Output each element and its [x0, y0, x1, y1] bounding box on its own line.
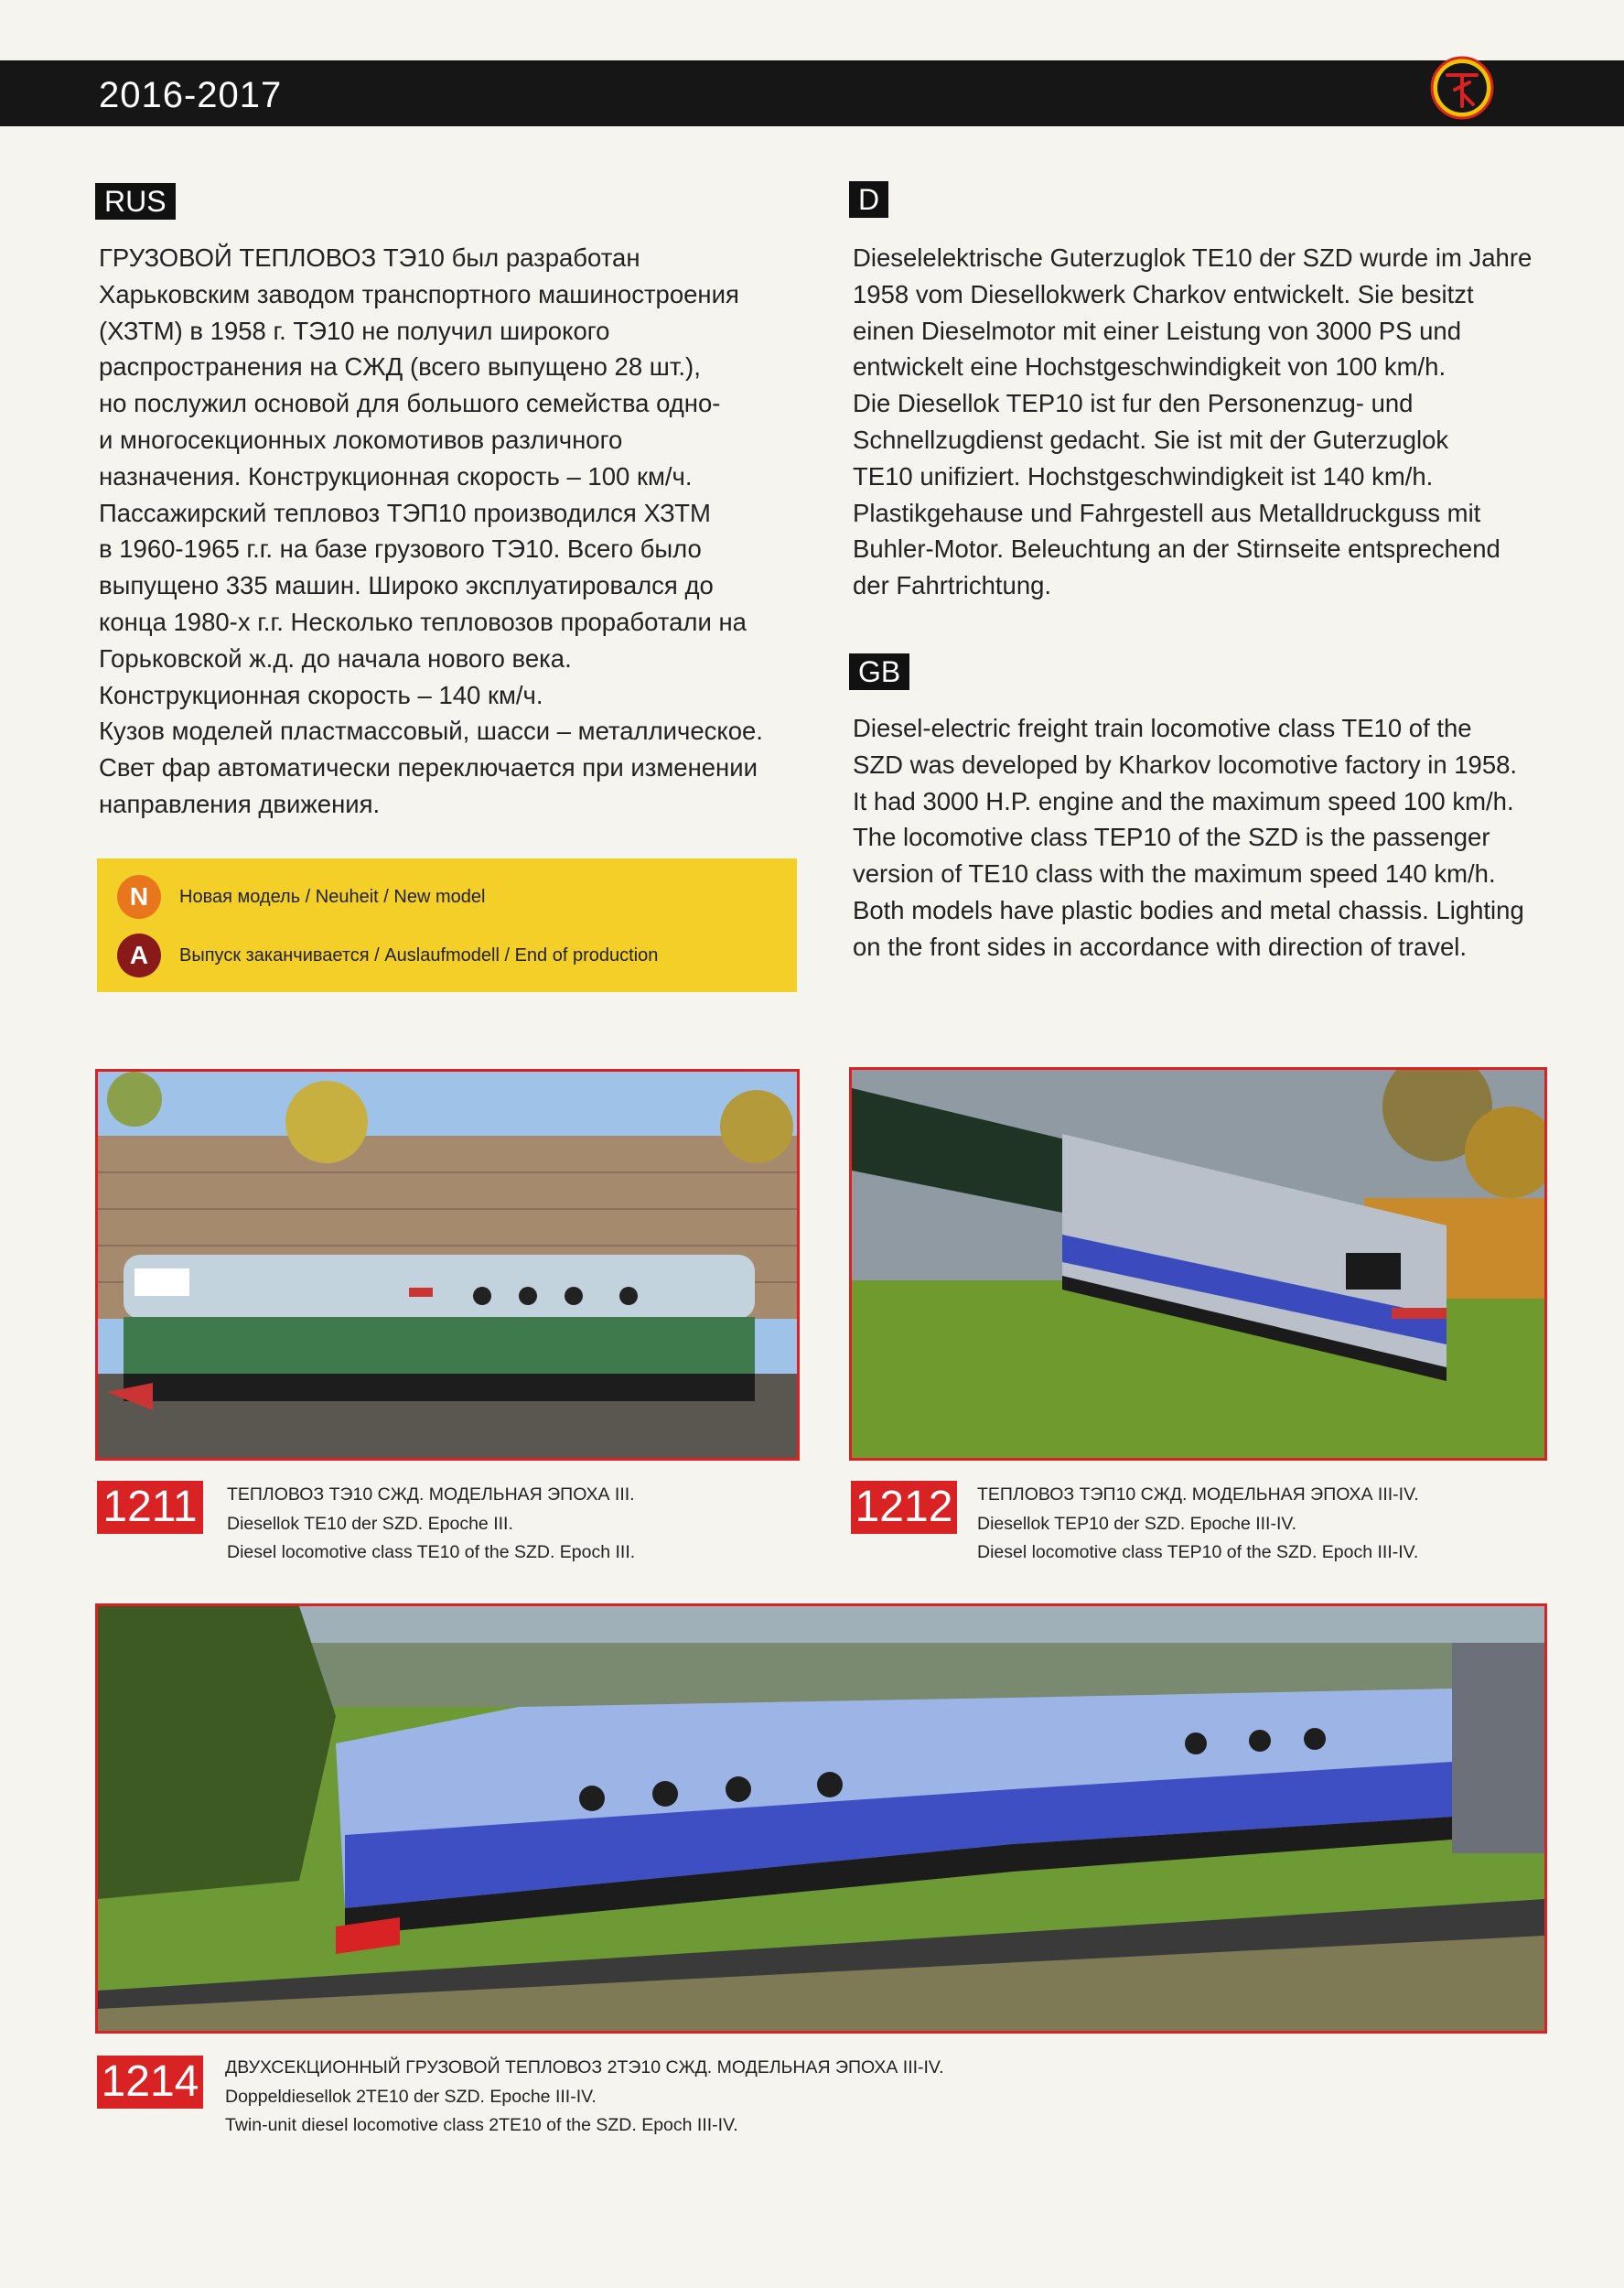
- caption-line: Diesellok TE10 der SZD. Epoche III.: [227, 1513, 513, 1534]
- text-line: Харьковским заводом транспортного машиностроения: [99, 279, 739, 308]
- text-line: der Fahrtrichtung.: [853, 571, 1052, 600]
- brand-logo: [1427, 53, 1497, 123]
- text-line: ГРУЗОВОЙ ТЕПЛОВОЗ ТЭ10 был разработан: [99, 243, 640, 272]
- text-line: The locomotive class TEP10 of the SZD is the passenger: [853, 823, 1490, 852]
- text-line: но послужил основой для большого семейства одно-: [99, 389, 721, 418]
- text-line: on the front sides in accordance with direction of travel.: [853, 932, 1468, 961]
- text-line: и многосекционных локомотивов различного: [99, 425, 623, 454]
- product-caption-1212: [977, 1481, 1419, 1568]
- locomotive-tep10-illustration: [852, 1070, 1544, 1458]
- locomotive-te10-illustration: [98, 1072, 797, 1458]
- caption-line: Diesel locomotive class TE10 of the SZD. Epoch III.: [227, 1542, 636, 1562]
- caption-line: Twin-unit diesel locomotive class 2TE10 of the SZD. Epoch III-IV.: [225, 2115, 738, 2135]
- lang-tag-rus: RUS: [95, 183, 176, 220]
- text-line: Buhler-Motor. Beleuchtung an der Stirnseite entsprechend: [853, 534, 1500, 564]
- text-line: Die Diesellok TEP10 ist fur den Personenzug- und: [853, 389, 1414, 418]
- caption-line: Doppeldiesellok 2TE10 der SZD. Epoche III-IV.: [225, 2086, 597, 2107]
- text-line: выпущено 335 машин. Широко эксплуатировался до: [99, 571, 714, 600]
- text-line: SZD was developed by Kharkov locomotive factory in 1958.: [853, 750, 1518, 779]
- text-line: Dieselelektrische Guterzuglok TE10 der SZD wurde im Jahre: [853, 243, 1533, 272]
- end-production-badge: A: [117, 934, 161, 977]
- caption-line: ТЕПЛОВОЗ ТЭ10 СЖД. МОДЕЛЬНАЯ ЭПОХА III.: [227, 1484, 635, 1505]
- text-line: Горьковской ж.д. до начала нового века.: [99, 643, 572, 673]
- text-line: einen Dieselmotor mit einer Leistung von 3000 PS und: [853, 316, 1461, 345]
- rus-description: [99, 240, 763, 823]
- caption-line: ДВУХСЕКЦИОННЫЙ ГРУЗОВОЙ ТЕПЛОВОЗ 2ТЭ10 СЖД. МОДЕЛЬНАЯ ЭПОХА III-IV.: [225, 2057, 944, 2078]
- text-line: version of TE10 class with the maximum speed 140 km/h.: [853, 859, 1496, 889]
- catalog-number-1214: 1214: [97, 2056, 203, 2109]
- text-line: Свет фар автоматически переключается при изменении: [99, 753, 758, 782]
- text-line: назначения. Конструкционная скорость – 100 км/ч.: [99, 461, 693, 491]
- legend-box: [97, 858, 797, 992]
- text-line: TE10 unifiziert. Hochstgeschwindigkeit ist 140 km/h.: [853, 461, 1434, 491]
- text-line: Both models have plastic bodies and metal chassis. Lighting: [853, 895, 1524, 924]
- legend-end-row: [117, 934, 658, 977]
- legend-new-text: Новая модель / Neuheit / New model: [179, 886, 486, 907]
- caption-line: Diesel locomotive class TEP10 of the SZD. Epoch III-IV.: [977, 1542, 1419, 1562]
- legend-end-text: Выпуск заканчивается / Auslaufmodell / End of production: [179, 944, 659, 966]
- text-line: entwickelt eine Hochstgeschwindigkeit von 100 km/h.: [853, 352, 1447, 382]
- text-line: It had 3000 H.P. engine and the maximum speed 100 km/h.: [853, 786, 1514, 815]
- product-caption-1211: [227, 1481, 635, 1568]
- text-line: конца 1980-х г.г. Несколько тепловозов проработали на: [99, 607, 747, 636]
- lang-tag-gb: GB: [849, 653, 909, 690]
- locomotive-2te10-illustration: [98, 1606, 1544, 2031]
- caption-line: ТЕПЛОВОЗ ТЭП10 СЖД. МОДЕЛЬНАЯ ЭПОХА III-IV.: [977, 1484, 1419, 1505]
- text-line: Кузов моделей пластмассовый, шасси – металлическое.: [99, 717, 763, 746]
- product-photo-1214: [95, 1603, 1547, 2034]
- text-line: направления движения.: [99, 789, 381, 818]
- catalog-number-1212: 1212: [851, 1481, 957, 1534]
- text-line: Diesel-electric freight train locomotive class TE10 of the: [853, 714, 1472, 742]
- text-line: Пассажирский тепловоз ТЭП10 производился ХЗТМ: [99, 498, 711, 527]
- text-line: 1958 vom Diesellokwerk Charkov entwickelt. Sie besitzt: [853, 279, 1474, 308]
- product-photo-1212: [849, 1067, 1547, 1461]
- text-line: Plastikgehause und Fahrgestell aus Metalldruckguss mit: [853, 498, 1481, 527]
- text-line: распространения на СЖД (всего выпущено 28 шт.),: [99, 352, 701, 382]
- product-caption-1214: [225, 2054, 944, 2141]
- catalog-number-1211: 1211: [97, 1481, 203, 1534]
- lang-tag-de: D: [849, 181, 888, 218]
- caption-line: Diesellok TEP10 der SZD. Epoche III-IV.: [977, 1513, 1297, 1534]
- text-line: Schnellzugdienst gedacht. Sie ist mit der Guterzuglok: [853, 425, 1449, 454]
- legend-new-row: [117, 875, 485, 919]
- de-description: [853, 240, 1532, 604]
- catalog-year: 2016-2017: [99, 75, 283, 115]
- text-line: (ХЗТМ) в 1958 г. ТЭ10 не получил широкого: [99, 316, 610, 345]
- text-line: Конструкционная скорость – 140 км/ч.: [99, 680, 543, 709]
- product-photo-1211: [95, 1069, 800, 1461]
- text-line: в 1960-1965 г.г. на базе грузового ТЭ10. Всего было: [99, 534, 702, 564]
- new-model-badge: N: [117, 875, 161, 919]
- gb-description: [853, 710, 1524, 966]
